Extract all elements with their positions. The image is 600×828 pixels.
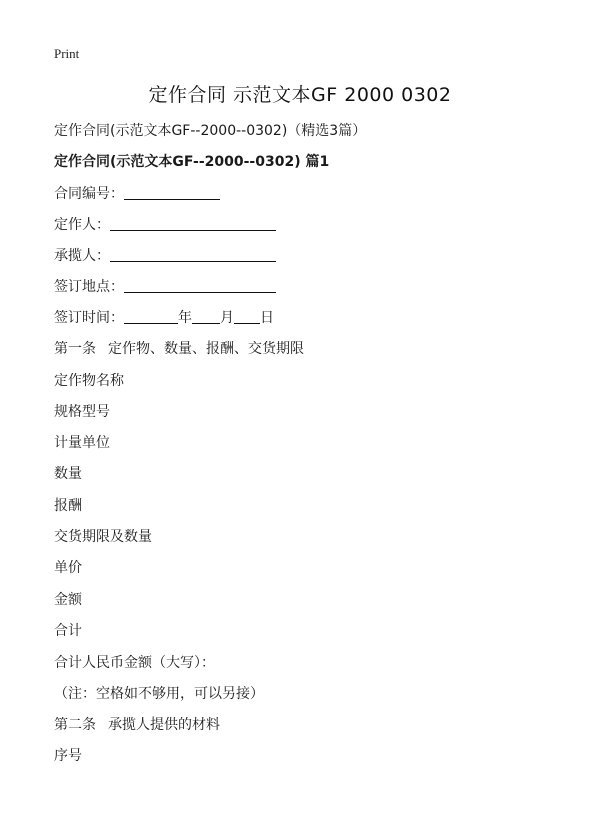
contract-number-label: 合同编号： (54, 186, 124, 202)
day-blank (234, 309, 260, 324)
document-subtitle: 定作合同(示范文本GF--2000--0302)（精选3篇） (54, 123, 367, 139)
article-2-title: 第二条 (54, 717, 96, 733)
contractor-field (54, 245, 276, 265)
article-2-text: 承揽人提供的材料 (108, 717, 220, 733)
orderer-label: 定作人： (54, 217, 110, 233)
print-label[interactable]: Print (54, 46, 80, 61)
list-item: 定作物名称 (54, 373, 124, 389)
sign-place-field (54, 276, 276, 296)
contractor-label: 承揽人： (54, 248, 110, 264)
year-label: 年 (178, 310, 192, 326)
month-blank (192, 309, 220, 324)
section-heading: 定作合同(示范文本GF--2000--0302) 篇1 (54, 154, 330, 170)
article-1-title: 第一条 (54, 341, 96, 357)
orderer-field (54, 214, 276, 234)
contract-number-blank (124, 185, 220, 200)
sign-place-blank (124, 278, 276, 293)
list-item: 数量 (54, 466, 82, 482)
article-2-heading (54, 714, 220, 734)
month-label: 月 (220, 310, 234, 326)
note-line: （注：空格如不够用，可以另接） (54, 686, 264, 702)
list-item: 规格型号 (54, 404, 110, 420)
article-1-text: 定作物、数量、报酬、交货期限 (108, 341, 304, 357)
list-item: 计量单位 (54, 435, 110, 451)
list-item: 单价 (54, 560, 82, 576)
page-title: 定作合同 示范文本GF 2000 0302 (148, 84, 452, 106)
orderer-blank (110, 216, 276, 231)
sign-time-label: 签订时间： (54, 310, 124, 326)
sign-time-field (54, 307, 274, 327)
list-item: 金额 (54, 592, 82, 608)
contract-number-field (54, 183, 220, 203)
list-item: 合计 (54, 623, 82, 639)
article-1-heading (54, 338, 304, 358)
list-item: 序号 (54, 748, 82, 764)
year-blank (124, 309, 178, 324)
sign-place-label: 签订地点： (54, 279, 124, 295)
list-item: 报酬 (54, 498, 82, 514)
day-label: 日 (260, 310, 274, 326)
contractor-blank (110, 247, 276, 262)
total-rmb-line: 合计人民币金额（大写）： (54, 655, 215, 671)
list-item: 交货期限及数量 (54, 529, 152, 545)
